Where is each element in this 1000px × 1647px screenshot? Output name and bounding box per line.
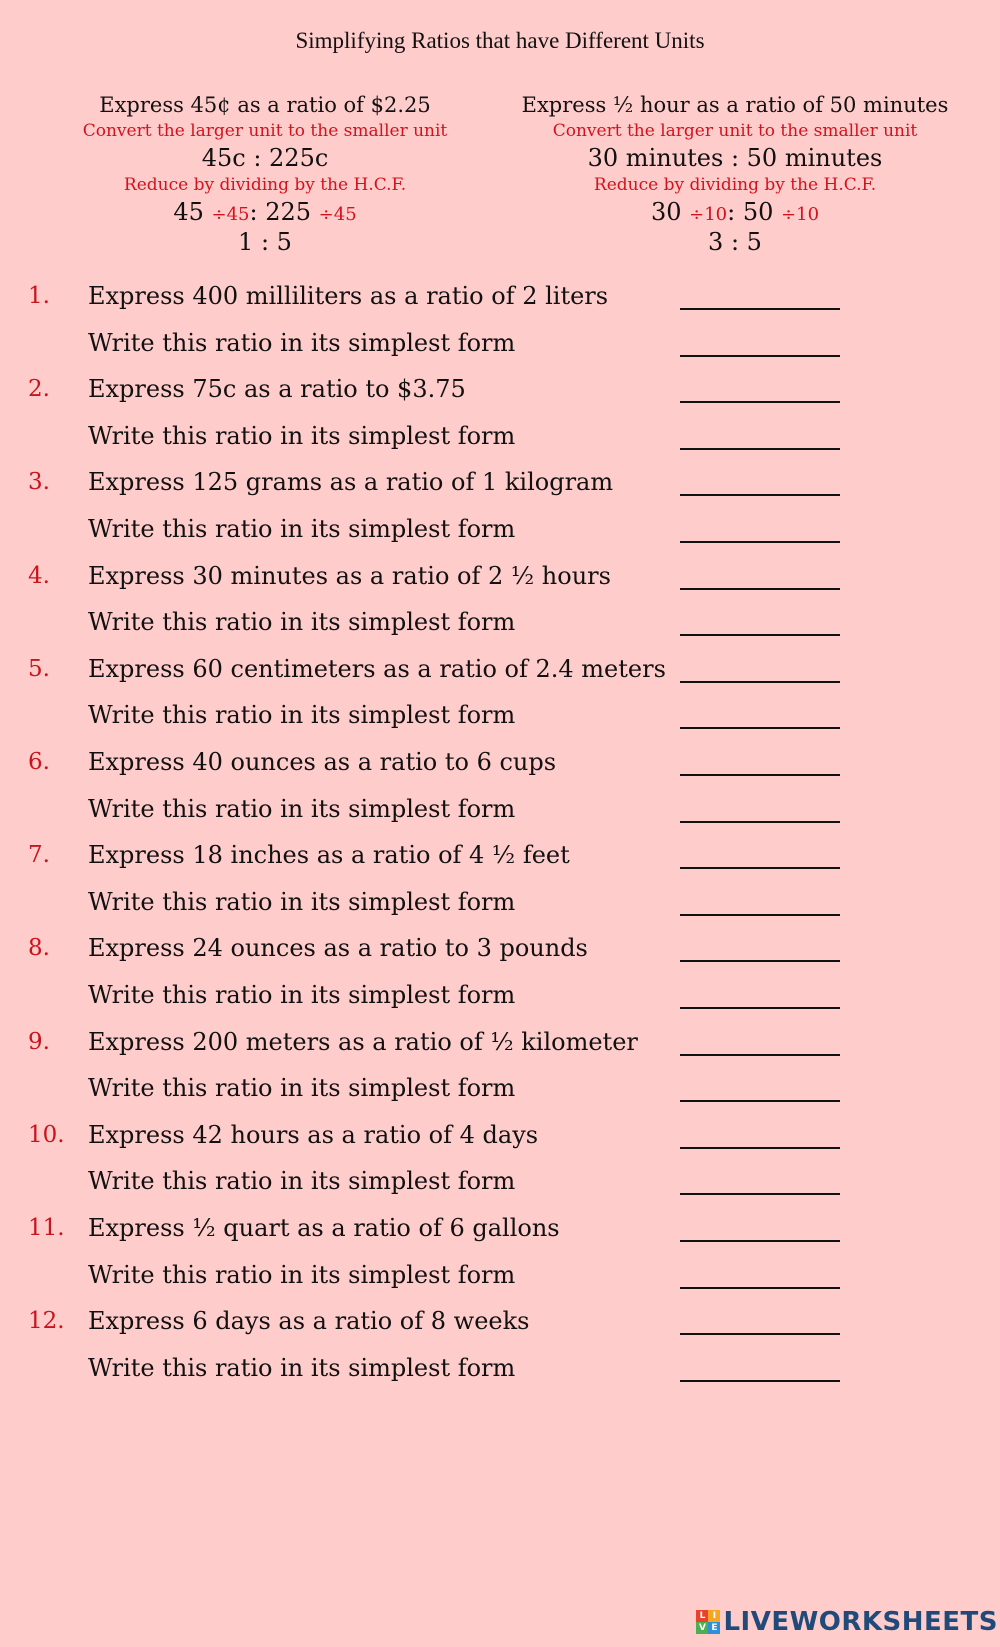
liveworksheets-footer [696, 1607, 998, 1637]
answer-blank-ratio[interactable] [680, 494, 840, 496]
logo-letter-tile: V [696, 1622, 708, 1634]
answer-blank-ratio[interactable] [680, 681, 840, 683]
question-number: 2. [28, 376, 50, 402]
question-number: 12. [28, 1308, 65, 1334]
question-number: 7. [28, 842, 50, 868]
question-number: 5. [28, 656, 50, 682]
answer-blank-simplest[interactable] [680, 448, 840, 450]
simplest-form-label: Write this ratio in its simplest form [88, 608, 516, 636]
simplest-form-label: Write this ratio in its simplest form [88, 1354, 516, 1382]
simplest-form-label: Write this ratio in its simplest form [88, 1167, 516, 1195]
simplest-form-label: Write this ratio in its simplest form [88, 981, 516, 1009]
simplest-form-label: Write this ratio in its simplest form [88, 795, 516, 823]
brand-name: LIVEWORKSHEETS [723, 1607, 998, 1637]
example-hint-convert: Convert the larger unit to the smaller unit [82, 121, 448, 141]
question-text: Express 24 ounces as a ratio to 3 pounds [88, 934, 588, 962]
question-text: Express 18 inches as a ratio of 4 ½ feet [88, 841, 570, 869]
example-division [500, 197, 970, 227]
question-row [0, 1028, 1000, 1074]
question-number: 10. [28, 1122, 65, 1148]
answer-blank-simplest[interactable] [680, 1007, 840, 1009]
question-row [0, 841, 1000, 887]
question-row [0, 655, 1000, 701]
question-number: 9. [28, 1029, 50, 1055]
example-question: Express 45¢ as a ratio of $2.25 [99, 93, 431, 117]
simplest-form-row [0, 515, 1000, 561]
answer-blank-ratio[interactable] [680, 1054, 840, 1056]
simplest-form-row [0, 795, 1000, 841]
example-divisor: ÷45 [211, 204, 250, 225]
simplest-form-row [0, 888, 1000, 934]
answer-blank-ratio[interactable] [680, 308, 840, 310]
example-divisor: ÷45 [318, 204, 357, 225]
question-number: 8. [28, 935, 50, 961]
answer-blank-ratio[interactable] [680, 588, 840, 590]
question-number: 3. [28, 469, 50, 495]
question-row [0, 562, 1000, 608]
question-text: Express 200 meters as a ratio of ½ kilometer [88, 1028, 638, 1056]
answer-blank-ratio[interactable] [680, 401, 840, 403]
page-title: Simplifying Ratios that have Different Units [295, 28, 705, 53]
answer-blank-ratio[interactable] [680, 960, 840, 962]
simplest-form-label: Write this ratio in its simplest form [88, 329, 516, 357]
question-text: Express 6 days as a ratio of 8 weeks [88, 1307, 530, 1335]
answer-blank-simplest[interactable] [680, 355, 840, 357]
example-hint-convert: Convert the larger unit to the smaller unit [552, 121, 918, 141]
worked-example-2 [500, 92, 970, 257]
question-row [0, 468, 1000, 514]
answer-blank-ratio[interactable] [680, 1240, 840, 1242]
simplest-form-row [0, 329, 1000, 375]
example-division [30, 197, 500, 227]
example-left-value: 45 [173, 198, 204, 226]
question-row [0, 1121, 1000, 1167]
answer-blank-simplest[interactable] [680, 1287, 840, 1289]
example-question: Express ½ hour as a ratio of 50 minutes [521, 93, 949, 117]
answer-blank-ratio[interactable] [680, 867, 840, 869]
answer-blank-simplest[interactable] [680, 634, 840, 636]
simplest-form-row [0, 701, 1000, 747]
logo-letter-tile: I [708, 1610, 720, 1622]
answer-blank-ratio[interactable] [680, 1147, 840, 1149]
simplest-form-label: Write this ratio in its simplest form [88, 888, 516, 916]
worked-example-1 [30, 92, 500, 257]
question-text: Express 42 hours as a ratio of 4 days [88, 1121, 539, 1149]
simplest-form-label: Write this ratio in its simplest form [88, 1074, 516, 1102]
simplest-form-row [0, 1261, 1000, 1307]
question-row [0, 282, 1000, 328]
question-text: Express 40 ounces as a ratio to 6 cups [88, 748, 557, 776]
answer-blank-ratio[interactable] [680, 1333, 840, 1335]
simplest-form-row [0, 1074, 1000, 1120]
answer-blank-simplest[interactable] [680, 821, 840, 823]
example-divisor: ÷10 [781, 204, 820, 225]
simplest-form-label: Write this ratio in its simplest form [88, 422, 516, 450]
example-converted: 45c : 225c [201, 144, 329, 172]
answer-blank-ratio[interactable] [680, 774, 840, 776]
question-number: 4. [28, 563, 50, 589]
question-text: Express 75c as a ratio to $3.75 [88, 375, 466, 403]
example-left-value: 30 [650, 198, 682, 226]
simplest-form-row [0, 422, 1000, 468]
simplest-form-row [0, 981, 1000, 1027]
liveworksheets-logo-icon [696, 1610, 720, 1634]
question-row [0, 1307, 1000, 1353]
question-row [0, 934, 1000, 980]
simplest-form-label: Write this ratio in its simplest form [88, 701, 516, 729]
question-text: Express 60 centimeters as a ratio of 2.4 meters [88, 655, 666, 683]
simplest-form-label: Write this ratio in its simplest form [88, 515, 516, 543]
simplest-form-row [0, 1167, 1000, 1213]
question-number: 11. [28, 1215, 65, 1241]
example-answer: 3 : 5 [708, 228, 762, 256]
simplest-form-row [0, 608, 1000, 654]
question-row [0, 1214, 1000, 1260]
question-number: 6. [28, 749, 50, 775]
question-row [0, 375, 1000, 421]
example-answer: 1 : 5 [238, 228, 292, 256]
question-text: Express 125 grams as a ratio of 1 kilogram [88, 468, 614, 496]
answer-blank-simplest[interactable] [680, 1193, 840, 1195]
example-hint-reduce: Reduce by dividing by the H.C.F. [123, 175, 407, 195]
answer-blank-simplest[interactable] [680, 541, 840, 543]
example-right-value: : 50 [727, 198, 774, 226]
example-divisor: ÷10 [689, 204, 728, 225]
question-text: Express 30 minutes as a ratio of 2 ½ hours [88, 562, 611, 590]
question-row [0, 748, 1000, 794]
question-text: Express 400 milliliters as a ratio of 2 liters [88, 282, 609, 310]
simplest-form-row [0, 1354, 1000, 1400]
logo-letter-tile: E [708, 1622, 720, 1634]
answer-blank-simplest[interactable] [680, 1380, 840, 1382]
answer-blank-simplest[interactable] [680, 914, 840, 916]
example-converted: 30 minutes : 50 minutes [587, 144, 883, 172]
answer-blank-simplest[interactable] [680, 727, 840, 729]
question-text: Express ½ quart as a ratio of 6 gallons [88, 1214, 560, 1242]
example-right-value: : 225 [249, 198, 312, 226]
question-number: 1. [28, 283, 50, 309]
answer-blank-simplest[interactable] [680, 1100, 840, 1102]
logo-letter-tile: L [696, 1610, 708, 1622]
simplest-form-label: Write this ratio in its simplest form [88, 1261, 516, 1289]
example-hint-reduce: Reduce by dividing by the H.C.F. [593, 175, 877, 195]
